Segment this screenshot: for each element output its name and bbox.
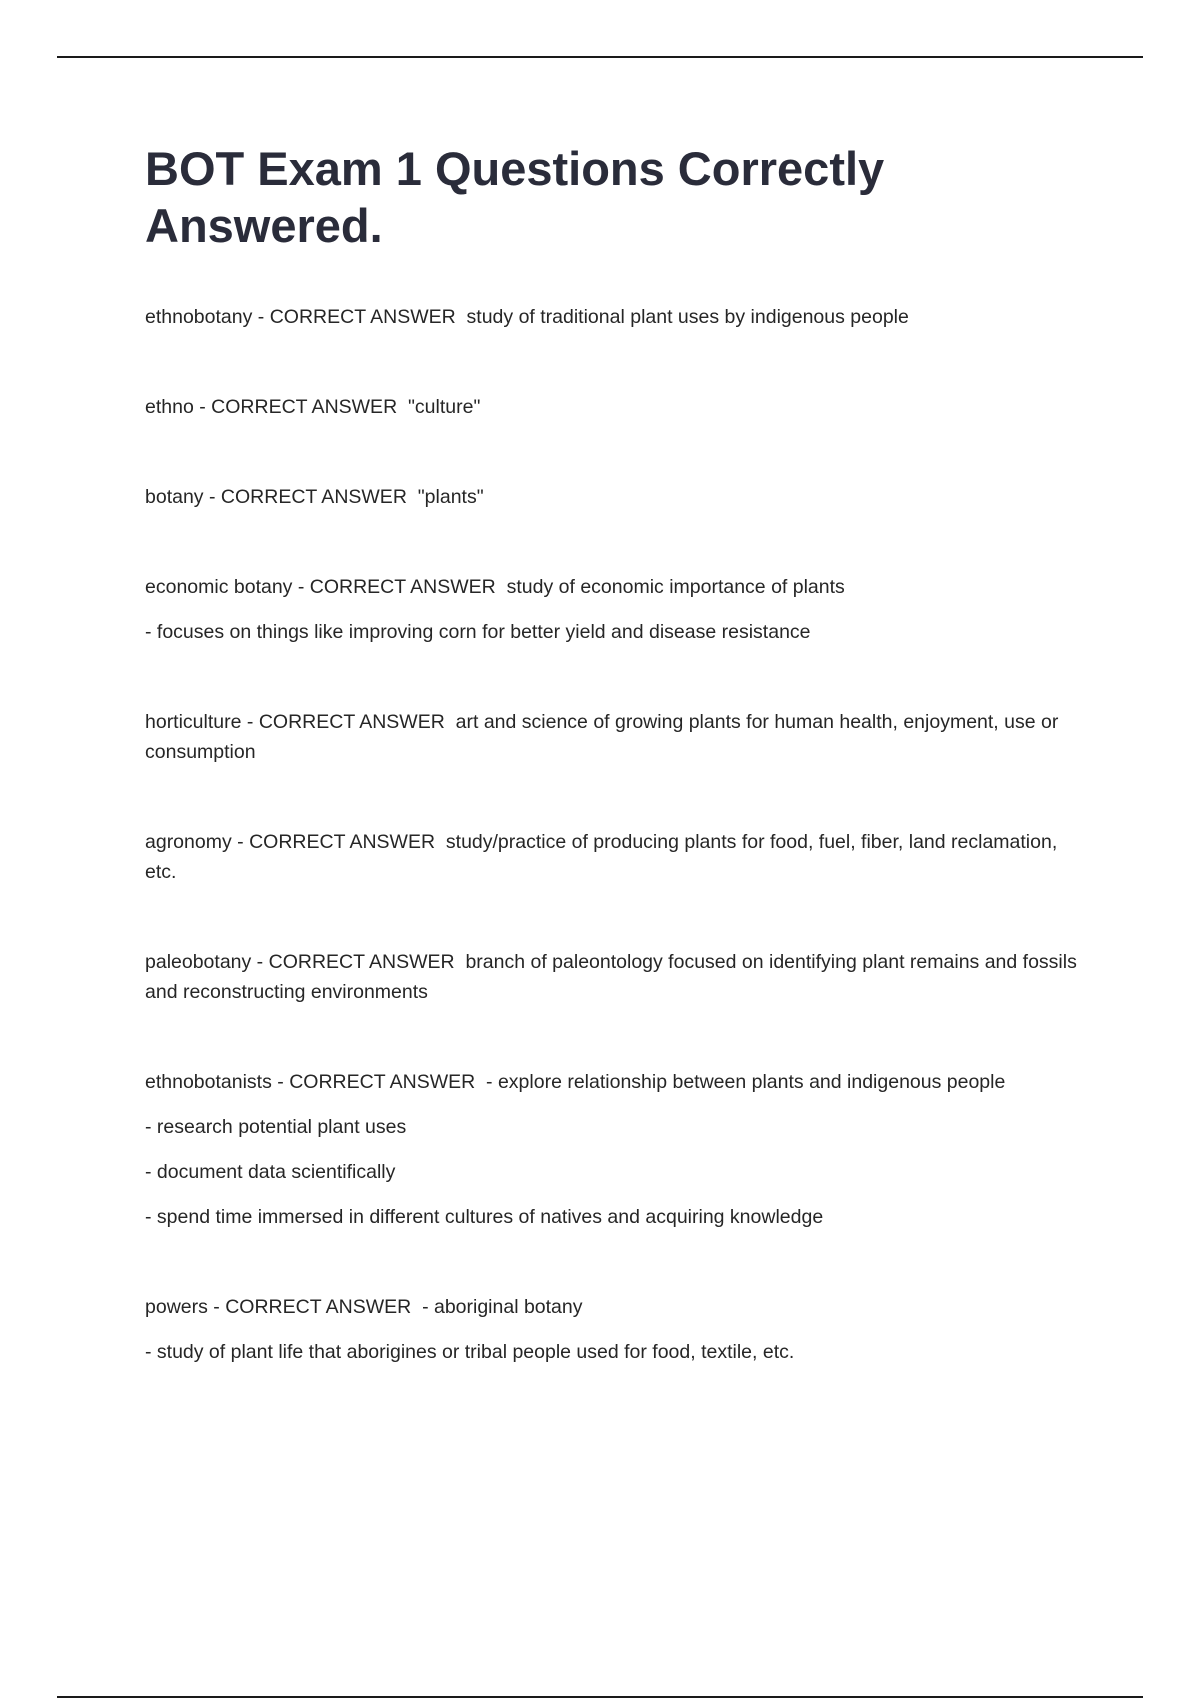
qa-answer-label: CORRECT ANSWER <box>220 486 407 508</box>
qa-term: ethno <box>145 396 194 418</box>
qa-answer-label: CORRECT ANSWER <box>309 576 496 598</box>
qa-term: horticulture <box>145 711 242 733</box>
qa-answer-text: branch of paleontology focused on identifying plant remains and fossils and reconstructing environments <box>145 951 1077 1003</box>
qa-item <box>145 707 1090 767</box>
qa-first-line: economic botany - CORRECT ANSWER study of economic importance of plants <box>145 576 845 598</box>
qa-answer-text: "culture" <box>408 396 481 418</box>
qa-first-line: horticulture - CORRECT ANSWER art and science of growing plants for human health, enjoyment, use or consumption <box>145 711 1059 763</box>
bottom-rule <box>57 1696 1143 1698</box>
qa-first-line: ethno - CORRECT ANSWER "culture" <box>145 396 481 418</box>
top-rule <box>57 56 1143 58</box>
qa-term: paleobotany <box>145 951 252 973</box>
qa-first-line: ethnobotany - CORRECT ANSWER study of traditional plant uses by indigenous people <box>145 306 909 328</box>
qa-answer-text: - explore relationship between plants and indigenous people <box>486 1071 1006 1093</box>
qa-answer-text: art and science of growing plants for human health, enjoyment, use or consumption <box>145 711 1059 763</box>
qa-answer-line: - study of plant life that aborigines or tribal people used for food, textile, etc. <box>145 1341 795 1363</box>
qa-answer-text: study of economic importance of plants <box>506 576 845 598</box>
qa-answer-label: CORRECT ANSWER <box>269 306 456 328</box>
qa-answer-label: CORRECT ANSWER <box>258 711 445 733</box>
qa-answer-text: "plants" <box>417 486 484 508</box>
qa-first-line: ethnobotanists - CORRECT ANSWER - explore relationship between plants and indigenous people <box>145 1071 1006 1093</box>
qa-term: ethnobotany <box>145 306 253 328</box>
qa-item <box>145 947 1090 1007</box>
qa-answer-line: - research potential plant uses <box>145 1116 407 1138</box>
qa-item <box>145 392 1090 422</box>
qa-answer-label: CORRECT ANSWER <box>211 396 398 418</box>
qa-first-line: powers - CORRECT ANSWER - aboriginal botany <box>145 1296 583 1318</box>
qa-term: economic botany <box>145 576 293 598</box>
qa-answer-text: - aboriginal botany <box>422 1296 583 1318</box>
qa-term: botany <box>145 486 204 508</box>
qa-item <box>145 827 1090 887</box>
qa-answer-label: CORRECT ANSWER <box>225 1296 412 1318</box>
qa-answer-label: CORRECT ANSWER <box>249 831 436 853</box>
qa-answer-text: study/practice of producing plants for food, fuel, fiber, land reclamation, etc. <box>145 831 1058 883</box>
qa-term: ethnobotanists <box>145 1071 272 1093</box>
qa-item <box>145 572 1090 647</box>
qa-answer-label: CORRECT ANSWER <box>268 951 455 973</box>
qa-item <box>145 482 1090 512</box>
qa-answer-line: - spend time immersed in different cultures of natives and acquiring knowledge <box>145 1206 824 1228</box>
qa-answer-text: study of traditional plant uses by indigenous people <box>466 306 909 328</box>
qa-answer-line: - focuses on things like improving corn for better yield and disease resistance <box>145 621 811 643</box>
qa-list <box>145 302 1090 1367</box>
qa-answer-label: CORRECT ANSWER <box>289 1071 476 1093</box>
qa-first-line: botany - CORRECT ANSWER "plants" <box>145 486 484 508</box>
qa-item <box>145 1067 1090 1232</box>
document-body <box>145 140 1090 1427</box>
qa-term: powers <box>145 1296 208 1318</box>
qa-term: agronomy <box>145 831 232 853</box>
document-title: BOT Exam 1 Questions Correctly Answered. <box>145 142 885 252</box>
qa-item <box>145 1292 1090 1367</box>
qa-item <box>145 302 1090 332</box>
qa-answer-line: - document data scientifically <box>145 1161 396 1183</box>
qa-first-line: paleobotany - CORRECT ANSWER branch of paleontology focused on identifying plant remains and fossils and reconstructing environments <box>145 951 1077 1003</box>
qa-first-line: agronomy - CORRECT ANSWER study/practice of producing plants for food, fuel, fiber, land reclamation, etc. <box>145 831 1058 883</box>
